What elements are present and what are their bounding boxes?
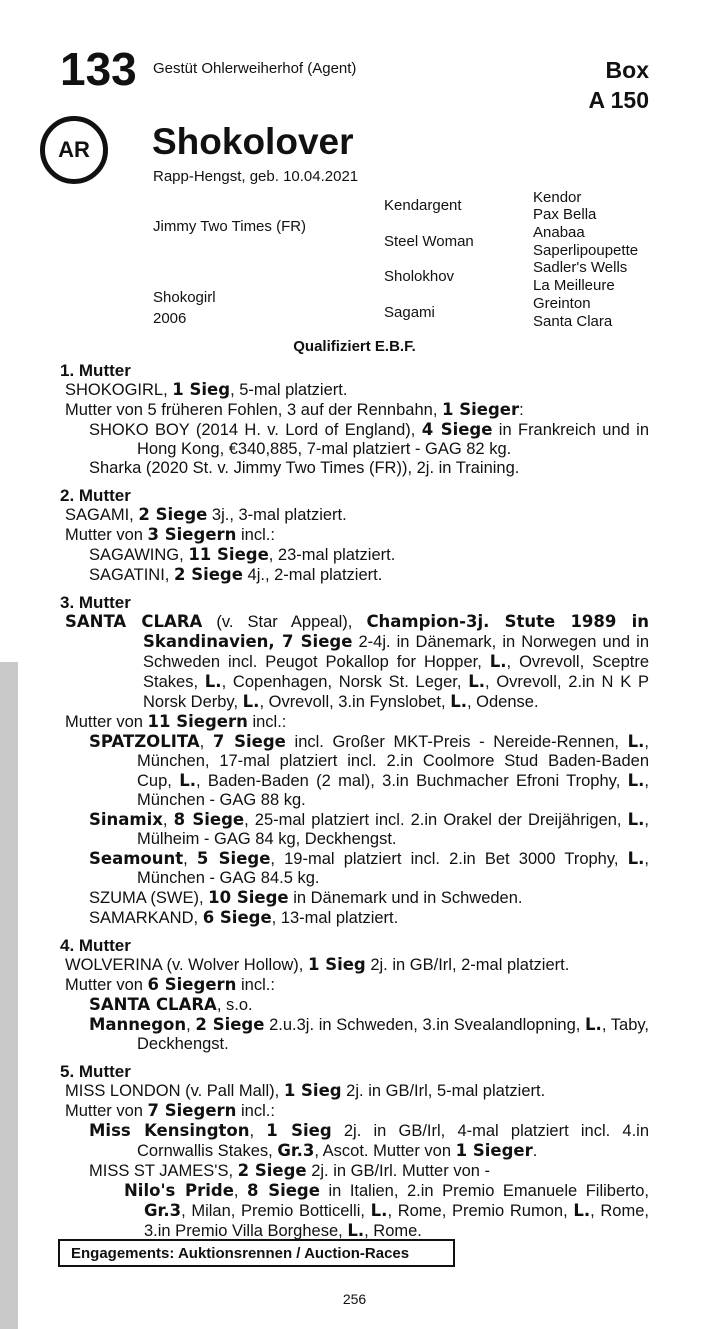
text-line: Sharka (2020 St. v. Jimmy Two Times (FR)), 2j. in Training. [89,459,520,477]
pedigree-gen3: Pax Bella [533,206,597,223]
pedigree-gen2: Sholokhov [384,268,455,285]
ar-badge: AR [40,116,108,184]
text-line: Mannegon, 2 Siege 2.u.3j. in Schweden, 3.in Svealandlopning, L., Taby, Deckhengst. [89,1015,650,1053]
section-heading: 3. Mutter [60,593,131,612]
pedigree-gen3: Saperlipoupette [533,242,639,259]
horse-description: Rapp-Hengst, geb. 10.04.2021 [153,168,359,185]
text-line: Mutter von 11 Siegern incl.: [65,712,287,731]
section-heading: 5. Mutter [60,1062,131,1081]
dam-line [60,361,649,1241]
pedigree-gen2: Sagami [384,304,435,321]
section-heading: 4. Mutter [60,936,131,955]
text-line: MISS ST JAMES'S, 2 Siege 2j. in GB/Irl. Mutter von - [89,1161,490,1180]
box-value: A 150 [588,87,649,113]
section-heading: 1. Mutter [60,361,131,380]
text-line: SANTA CLARA (v. Star Appeal), Champion-3j. Stute 1989 in Skandinavien, 7 Siege 2-4j. in Dänemark, in Norwegen und in Schweden incl. Peugot Pokallop for Hopper, L., Ovrevoll, Sceptre Stakes, L., Copenhagen, Norsk St. Leger, L., Ovrevoll, 2.in N K P Norsk Derby, L., Ovrevoll, 3.in Fynslobet, L., Odense. [65,612,649,711]
qualification: Qualifiziert E.B.F. [293,338,416,355]
pedigree-gen2: Steel Woman [384,233,474,250]
pedigree-sire: Jimmy Two Times (FR) [153,218,307,235]
pedigree-gen3: Anabaa [533,224,585,241]
text-line: SPATZOLITA, 7 Siege incl. Großer MKT-Preis - Nereide-Rennen, L., München, 17-mal platziert incl. 2.in Coolmore Stud Baden-Baden Cup, L., Baden-Baden (2 mal), 3.in Buchmacher Efroni Trophy, L., München - GAG 88 kg. [89,732,650,809]
text-line: SHOKO BOY (2014 H. v. Lord of England), 4 Siege in Frankreich und in Hong Kong, €340,885, 7-mal platziert - GAG 82 kg. [89,420,650,458]
pedigree-gen3: Santa Clara [533,313,613,330]
text-line: SAGATINI, 2 Siege 4j., 2-mal platziert. [89,565,383,584]
pedigree-gen2: Kendargent [384,197,462,214]
lot-number: 133 [60,43,137,95]
page-number: 256 [342,1291,367,1307]
pedigree-gen3: Greinton [533,295,591,312]
text-line: SAMARKAND, 6 Siege, 13-mal platziert. [89,908,399,927]
pedigree-dam: Shokogirl [153,289,216,306]
text-line: Mutter von 5 früheren Fohlen, 3 auf der Rennbahn, 1 Sieger: [65,400,524,419]
pedigree-gen3: Kendor [533,189,582,206]
text-line: SANTA CLARA, s.o. [89,995,253,1014]
box-info [588,55,649,115]
text-line: SAGAWING, 11 Siege, 23-mal platziert. [89,545,396,564]
text-line: Mutter von 7 Siegern incl.: [65,1101,275,1120]
text-line: Miss Kensington, 1 Sieg 2j. in GB/Irl, 4-mal platziert incl. 4.in Cornwallis Stakes, Gr.3, Ascot. Mutter von 1 Sieger. [89,1121,649,1160]
engagements-box: Engagements: Auktionsrennen / Auction-Races [58,1239,455,1267]
text-line: SHOKOGIRL, 1 Sieg, 5-mal platziert. [65,380,348,399]
text-line: WOLVERINA (v. Wolver Hollow), 1 Sieg 2j. in GB/Irl, 2-mal platziert. [65,955,570,974]
consignor: Gestüt Ohlerweiherhof (Agent) [153,60,357,77]
pedigree-gen3: La Meilleure [533,277,615,294]
text-line: Nilo's Pride, 8 Siege in Italien, 2.in Premio Emanuele Filiberto, Gr.3, Milan, Premio Botticelli, L., Rome, Premio Rumon, L., Rome, 3.in Premio Villa Borghese, L., Rome. [124,1181,649,1240]
horse-name: Shokolover [152,121,354,162]
text-line: SZUMA (SWE), 10 Siege in Dänemark und in Schweden. [89,888,523,907]
text-line: Mutter von 6 Siegern incl.: [65,975,275,994]
section-heading: 2. Mutter [60,486,131,505]
text-line: Seamount, 5 Siege, 19-mal platziert incl. 2.in Bet 3000 Trophy, L., München - GAG 84.5 kg. [89,849,649,887]
box-label: Box [605,57,649,83]
text-line: SAGAMI, 2 Siege 3j., 3-mal platziert. [65,505,347,524]
text-line: Mutter von 3 Siegern incl.: [65,525,275,544]
pedigree-gen3: Sadler's Wells [533,259,628,276]
side-margin-bar [0,662,18,1329]
text-line: Sinamix, 8 Siege, 25-mal platziert incl. 2.in Orakel der Dreijährigen, L., Mülheim - GAG 84 kg, Deckhengst. [89,810,649,848]
pedigree-dam-year: 2006 [153,310,187,327]
text-line: MISS LONDON (v. Pall Mall), 1 Sieg 2j. in GB/Irl, 5-mal platziert. [65,1081,546,1100]
